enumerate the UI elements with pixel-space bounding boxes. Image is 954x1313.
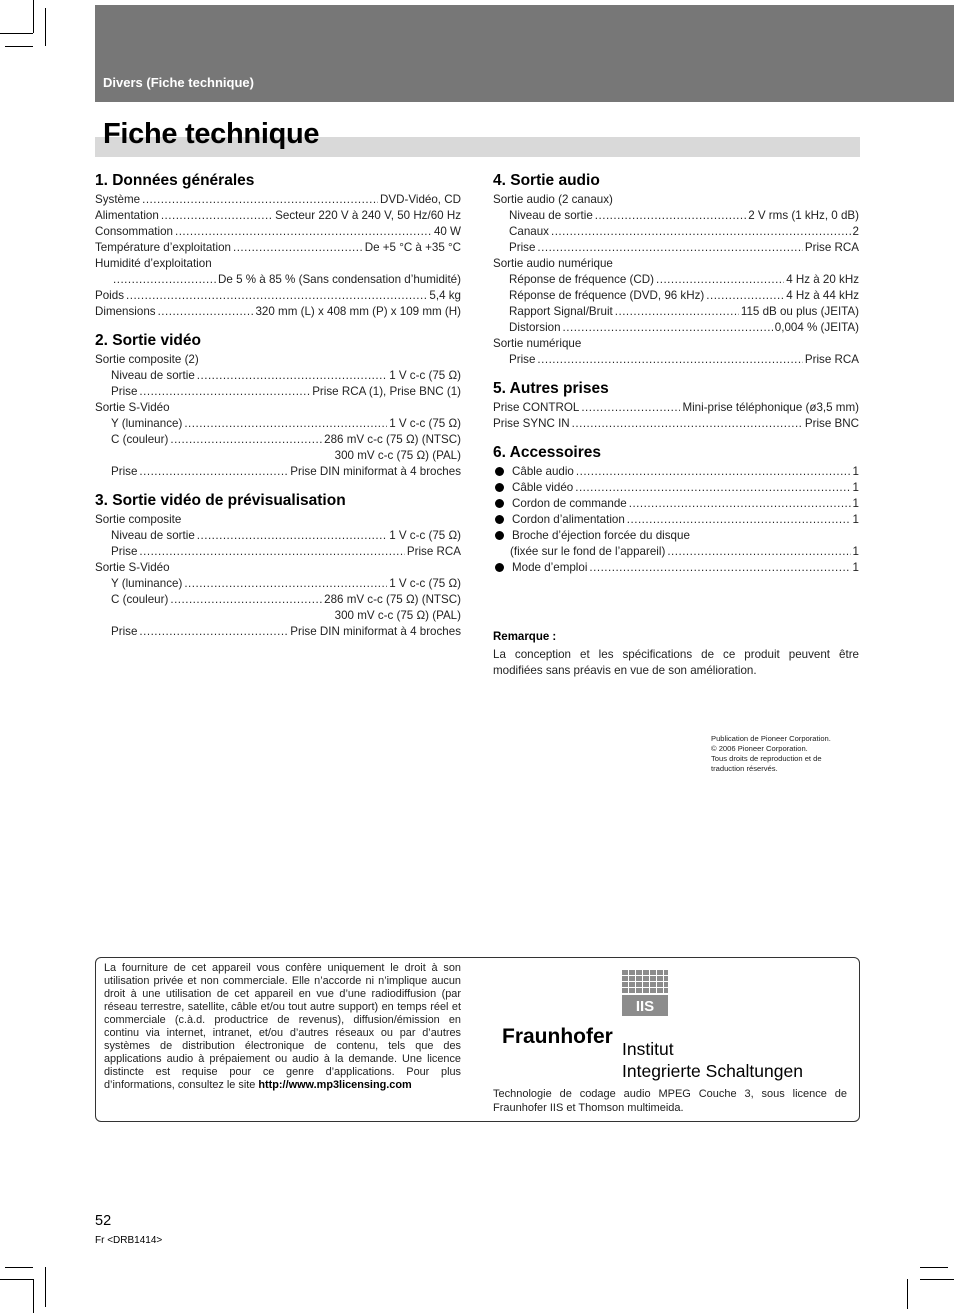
spec-line: Prise SYNC IN ..... Prise BNC [493, 416, 859, 432]
spec-line: Prise ..... Prise RCA (1), Prise BNC (1) [95, 384, 461, 400]
crop-mark [45, 8, 46, 46]
left-column [95, 170, 461, 640]
spec-line: Y (luminance) ..... 1 V c-c (75 Ω) [95, 416, 461, 432]
right-column [493, 170, 859, 576]
section-label: Divers (Fiche technique) [103, 75, 254, 90]
section-title: 2. Sortie vidéo [95, 332, 201, 349]
spec-line: Système ..... DVD-Vidéo, CD [95, 192, 461, 208]
accessory-item: Câble vidéo ..... 1 [493, 480, 859, 496]
remark-text: La conception et les spécifications de ce produit peuvent être modifiées sans préavis en vue de son amélioration. [493, 648, 859, 677]
mp3-licensing-link[interactable]: http://www.mp3licensing.com [258, 1079, 412, 1091]
section-title: 4. Sortie audio [493, 172, 600, 189]
spec-line: Y (luminance) ..... 1 V c-c (75 Ω) [95, 576, 461, 592]
page-title: Fiche technique [103, 118, 320, 150]
spec-line: Prise ..... Prise DIN miniformat à 4 broches [95, 624, 461, 640]
spec-line: Poids ..... 5,4 kg [95, 288, 461, 304]
section-title: 5. Autres prises [493, 380, 609, 397]
accessory-item: Broche d’éjection forcée du disque [493, 528, 859, 544]
remark-title: Remarque : [493, 631, 557, 643]
spec-line: Canaux ..... 2 [493, 224, 859, 240]
spec-line: Prise ..... Prise RCA [95, 544, 461, 560]
accessory-item: Câble audio ..... 1 [493, 464, 859, 480]
spec-line: C (couleur) ..... 286 mV c-c (75 Ω) (NTSC) [95, 432, 461, 448]
crop-mark [0, 33, 33, 34]
spec-line: Sortie S-Vidéo [95, 401, 170, 414]
mpeg-license-text: Technologie de codage audio MPEG Couche 3, sous licence de Fraunhofer IIS et Thomson multimeida. [493, 1088, 847, 1114]
spec-line: Sortie numérique [493, 337, 582, 350]
spec-line: Consommation ..... 40 W [95, 224, 461, 240]
spec-line: Réponse de fréquence (CD) ..... 4 Hz à 20 kHz [493, 272, 859, 288]
spec-line: Prise CONTROL ..... Mini-prise téléphonique (ø3,5 mm) [493, 400, 859, 416]
crop-mark [33, 1279, 34, 1313]
section-title: 3. Sortie vidéo de prévisualisation [95, 492, 346, 509]
spec-line: Sortie S-Vidéo [95, 561, 170, 574]
section-title: 1. Données générales [95, 172, 255, 189]
crop-mark [5, 46, 33, 47]
bullet-icon [495, 563, 504, 572]
accessory-item: Cordon de commande ..... 1 [493, 496, 859, 512]
spec-line: Dimensions ..... 320 mm (L) x 408 mm (P) x 109 mm (H) [95, 304, 461, 320]
spec-line: Humidité d’exploitation [95, 257, 212, 270]
spec-line: ..... De 5 % à 85 % (Sans condensation d’humidité) [95, 272, 461, 288]
spec-line: C (couleur) ..... 286 mV c-c (75 Ω) (NTSC) [95, 592, 461, 608]
spec-line: Prise ..... Prise DIN miniformat à 4 broches [95, 464, 461, 480]
bullet-icon [495, 499, 504, 508]
crop-mark [920, 1267, 948, 1268]
fraunhofer-logo-text: Fraunhofer [502, 1025, 613, 1048]
spec-line: Rapport Signal/Bruit ..... 115 dB ou plus (JEITA) [493, 304, 859, 320]
spec-line: Réponse de fréquence (DVD, 96 kHz) ..... 4 Hz à 44 kHz [493, 288, 859, 304]
spec-line: Alimentation ..... Secteur 220 V à 240 V, 50 Hz/60 Hz [95, 208, 461, 224]
page-number: 52 [95, 1213, 112, 1229]
spec-line: Température d’exploitation ..... De +5 °C à +35 °C [95, 240, 461, 256]
accessory-item: Mode d’emploi ..... 1 [493, 560, 859, 576]
svg-text:IIS: IIS [635, 998, 655, 1015]
document-code: Fr <DRB1414> [95, 1235, 163, 1246]
bullet-icon [495, 483, 504, 492]
spec-line: Niveau de sortie ..... 1 V c-c (75 Ω) [95, 528, 461, 544]
spec-line: Prise ..... Prise RCA [493, 352, 859, 368]
crop-mark [907, 1279, 908, 1309]
bullet-icon [495, 531, 504, 540]
crop-mark [5, 1267, 33, 1268]
spec-line: Sortie composite (2) [95, 353, 199, 366]
spec-line: Niveau de sortie ..... 1 V c-c (75 Ω) [95, 368, 461, 384]
spec-line: Prise ..... Prise RCA [493, 240, 859, 256]
iis-logo-icon [622, 970, 670, 1018]
license-text: La fourniture de cet appareil vous confère uniquement le droit à son utilisation privée et non commerciale. Elle n’accorde ni n’implique aucun droit à une utilisation de cet appareil en vue d’une radiodiffusion (par réseau terrestre, satellite, câble et/ou tout autre support) en temps réel et commerciale (c.à.d. productrice de revenus), diffusion/émission en continu via internet, intranet, et/ou d’autres réseaux ou par d’autres systèmes de distribution électronique de contenu, tels que des applications audio à prépaiement ou audio à la demande. Une licence distincte est requise pour ce genre d’applications. Pour plus d’informations, consultez le site http://www.mp3licensing.com [104, 962, 461, 1091]
crop-mark [45, 1267, 46, 1307]
bullet-icon [495, 467, 504, 476]
spec-line: Sortie audio numérique [493, 257, 613, 270]
crop-mark [920, 1279, 954, 1280]
publication-note: Publication de Pioneer Corporation. © 2006 Pioneer Corporation. Tous droits de reproduction et de traduction réservés. [711, 734, 831, 773]
crop-mark [0, 1279, 33, 1280]
institut-text: Institut Integrierte Schaltungen [622, 1039, 803, 1081]
spec-line: 300 mV c-c (75 Ω) (PAL) [334, 609, 461, 622]
crop-mark [33, 0, 34, 33]
spec-line: Distorsion ..... 0,004 % (JEITA) [493, 320, 859, 336]
spec-line: 300 mV c-c (75 Ω) (PAL) [334, 449, 461, 462]
spec-line: Sortie audio (2 canaux) [493, 193, 613, 206]
accessory-item: Cordon d’alimentation ..... 1 [493, 512, 859, 528]
accessory-item: (fixée sur le fond de l’appareil) ..... 1 [493, 544, 859, 560]
spec-line: Sortie composite [95, 513, 182, 526]
section-title: 6. Accessoires [493, 444, 602, 461]
bullet-icon [495, 515, 504, 524]
spec-line: Niveau de sortie ..... 2 V rms (1 kHz, 0 dB) [493, 208, 859, 224]
